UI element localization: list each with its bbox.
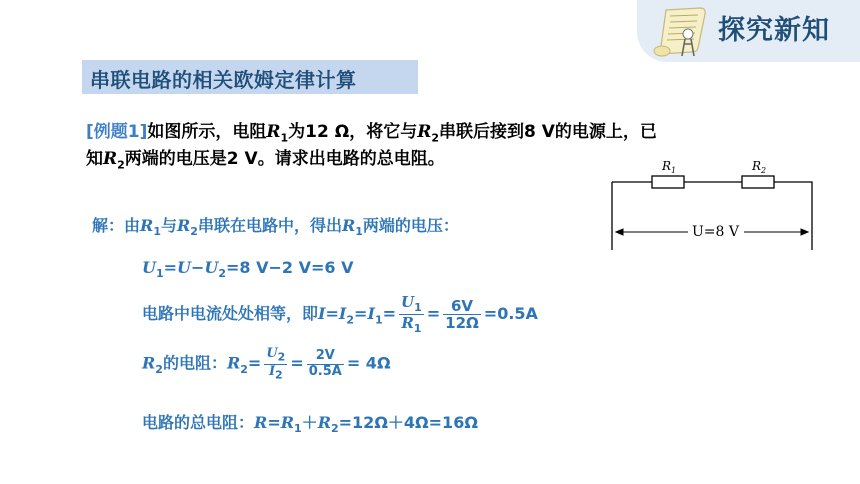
equation-r2: $R_2$的电阻：$R_2=$ $\frac{U_2}{I_2}$ = $\frac{2V}{0.5A}$ = 4Ω — [142, 346, 391, 382]
r2-label: $R_2$ — [752, 159, 767, 175]
var-u: U — [142, 258, 156, 277]
solution-text: 与 — [160, 216, 177, 235]
equation-result: =12Ω＋4Ω=16Ω — [338, 413, 478, 432]
var-i1: =I — [354, 304, 375, 324]
resistor-r1 — [652, 176, 684, 188]
var-r2: R — [226, 353, 241, 373]
var-r1: R — [280, 413, 295, 432]
equation-result: = 4Ω — [346, 353, 391, 373]
var-u2-sub: 2 — [218, 267, 226, 281]
var-r: R — [254, 413, 268, 432]
header-title: 探究新知 — [718, 15, 830, 46]
equation-current: 电路中电流处处相等，即$I=I_2=I_1=$ $\frac{U_1}{R_1}$ = $\frac{6V}{12\Omega}$ =0.5A — [142, 293, 538, 336]
equation-total-resistance: 电路的总电阻：$R=R_1+R_2=12\Omega+4\Omega=16\Omega$ — [142, 413, 478, 436]
var-r2-sub: 2 — [431, 131, 439, 145]
var-r1-sub: 1 — [294, 422, 302, 436]
scroll-icon — [648, 4, 712, 60]
var-r2-sub: 2 — [117, 158, 125, 172]
var-r1-sub: 1 — [153, 225, 161, 239]
problem-text: 知 — [86, 149, 103, 169]
var-r2: R — [103, 149, 118, 169]
fraction-u2-i2: $\frac{U_2}{I_2}$ — [266, 346, 286, 382]
var-i1-sub: 1 — [374, 313, 383, 327]
equation-text: 电路中电流处处相等，即 — [142, 304, 319, 324]
var-r2-sub: 2 — [190, 225, 198, 239]
var-r2: R — [176, 216, 191, 235]
var-r2-sub: 2 — [240, 362, 248, 376]
problem-line-1 — [86, 117, 786, 144]
fraction-2v-05a: $\frac{2V}{0.5A}$ — [308, 348, 342, 379]
var-r1-sub: 1 — [355, 225, 363, 239]
solution-intro — [92, 213, 459, 238]
problem-text: 如图所示，电阻 — [147, 122, 267, 142]
equation-text: 电路的总电阻： — [142, 413, 255, 432]
var-u1-sub: 1 — [155, 267, 164, 281]
voltage-label: U=8 V — [692, 224, 739, 240]
equation-text: 的电阻： — [162, 353, 227, 373]
var-i2-sub: 2 — [346, 313, 355, 327]
equation-text: =U−U — [163, 258, 219, 277]
example-tag: [例题1] — [86, 122, 148, 142]
problem-text: 串联后接到8 V的电源上，已 — [439, 122, 657, 142]
var-r1-sub: 1 — [280, 131, 289, 145]
var-r2-sub: 2 — [155, 362, 163, 376]
solution-text: 两端的电压： — [362, 216, 459, 235]
var-i: I=I — [318, 304, 347, 324]
fraction-6v-12ohm: $\frac{6V}{12\Omega}$ — [445, 296, 479, 333]
r1-label: $R_1$ — [662, 159, 677, 175]
section-title: 串联电路的相关欧姆定律计算 — [90, 68, 357, 92]
var-r1: R — [140, 216, 154, 235]
circuit-diagram — [608, 156, 820, 250]
solution-text: 串联在电路中，得出 — [197, 216, 342, 235]
resistor-r2 — [742, 176, 774, 188]
var-r1: R — [341, 216, 356, 235]
fraction-u1-r1: $\frac{U_1}{R_1}$ — [401, 293, 422, 336]
problem-text: 两端的电压是2 V。请求出电路的总电阻。 — [124, 149, 445, 169]
solution-text: 解：由 — [92, 216, 141, 235]
equation-result: =0.5A — [483, 304, 538, 324]
var-r2: R — [317, 413, 331, 432]
problem-text: 为12 Ω，将它与 — [288, 122, 418, 142]
var-r1: R — [266, 122, 281, 142]
equation-text: =8 V−2 V=6 V — [225, 258, 354, 277]
equation-u1 — [142, 258, 353, 280]
var-r2: R — [417, 122, 432, 142]
var-r2-sub: 2 — [330, 422, 339, 436]
var-r2: R — [142, 353, 156, 373]
